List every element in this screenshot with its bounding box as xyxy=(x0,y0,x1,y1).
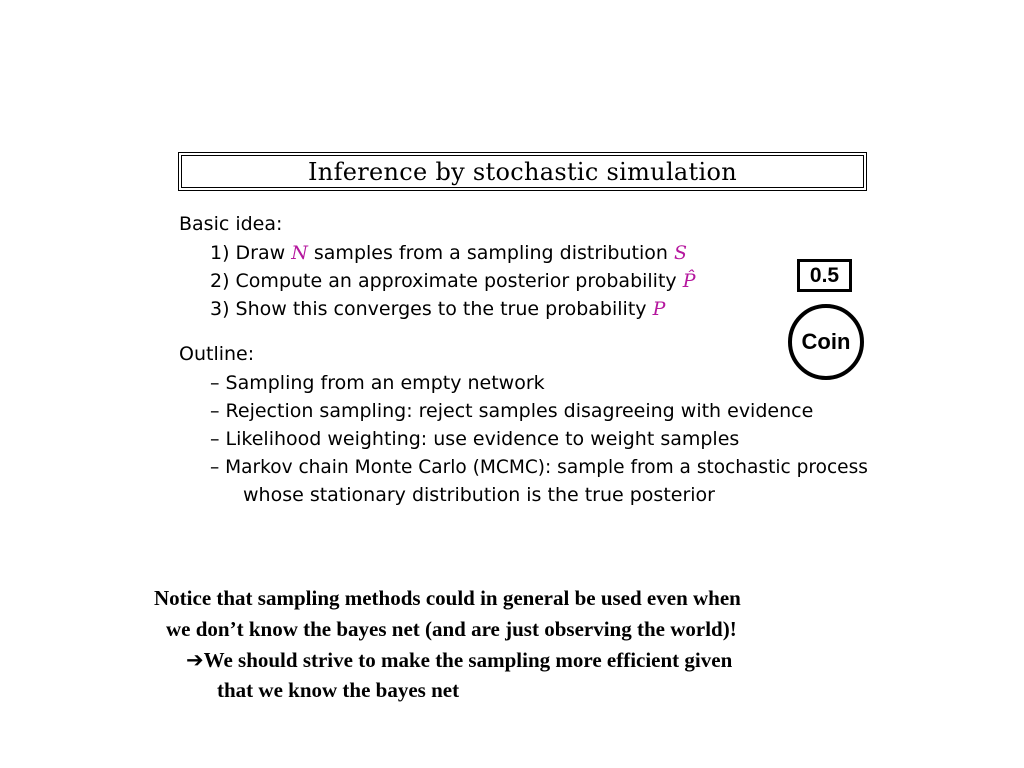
variable-p-hat: P̂ xyxy=(682,270,696,292)
note-line-2: we don’t know the bayes net (and are just observing the world)! xyxy=(166,617,737,641)
outline-item: – Likelihood weighting: use evidence to weight samples xyxy=(210,428,740,450)
variable-s: S xyxy=(673,242,688,264)
note-line-1: Notice that sampling methods could in general be used even when xyxy=(154,586,741,610)
slide-title-box xyxy=(178,152,867,191)
right-arrow-icon: ➔ xyxy=(186,648,204,672)
outline-item: – Rejection sampling: reject samples disagreeing with evidence xyxy=(210,400,814,422)
step-3-text: 3) Show this converges to the true probability xyxy=(210,298,647,320)
outline-item: – Sampling from an empty network xyxy=(210,372,545,394)
outline-item-continuation: whose stationary distribution is the true posterior xyxy=(243,484,715,506)
note-line-3-text: We should strive to make the sampling more efficient given xyxy=(203,648,733,672)
probability-box: 0.5 xyxy=(797,259,852,292)
variable-p: P xyxy=(652,298,666,320)
outline-heading: Outline: xyxy=(179,343,255,365)
variable-n: N xyxy=(291,242,308,264)
basic-step-1 xyxy=(210,242,687,264)
step-1-text-cont: samples from a sampling distribution xyxy=(313,242,668,264)
step-1-text: 1) Draw xyxy=(210,242,286,264)
note-line-4: that we know the bayes net xyxy=(217,678,460,702)
slide-title: Inference by stochastic simulation xyxy=(181,155,864,188)
basic-step-3 xyxy=(210,298,665,320)
outline-item: – Markov chain Monte Carlo (MCMC): sample from a stochastic process xyxy=(210,456,868,478)
note-line-3 xyxy=(186,648,732,673)
basic-step-2 xyxy=(210,270,696,292)
step-2-text: 2) Compute an approximate posterior probability xyxy=(210,270,677,292)
coin-node: Coin xyxy=(788,304,864,380)
basic-idea-heading: Basic idea: xyxy=(179,213,283,235)
